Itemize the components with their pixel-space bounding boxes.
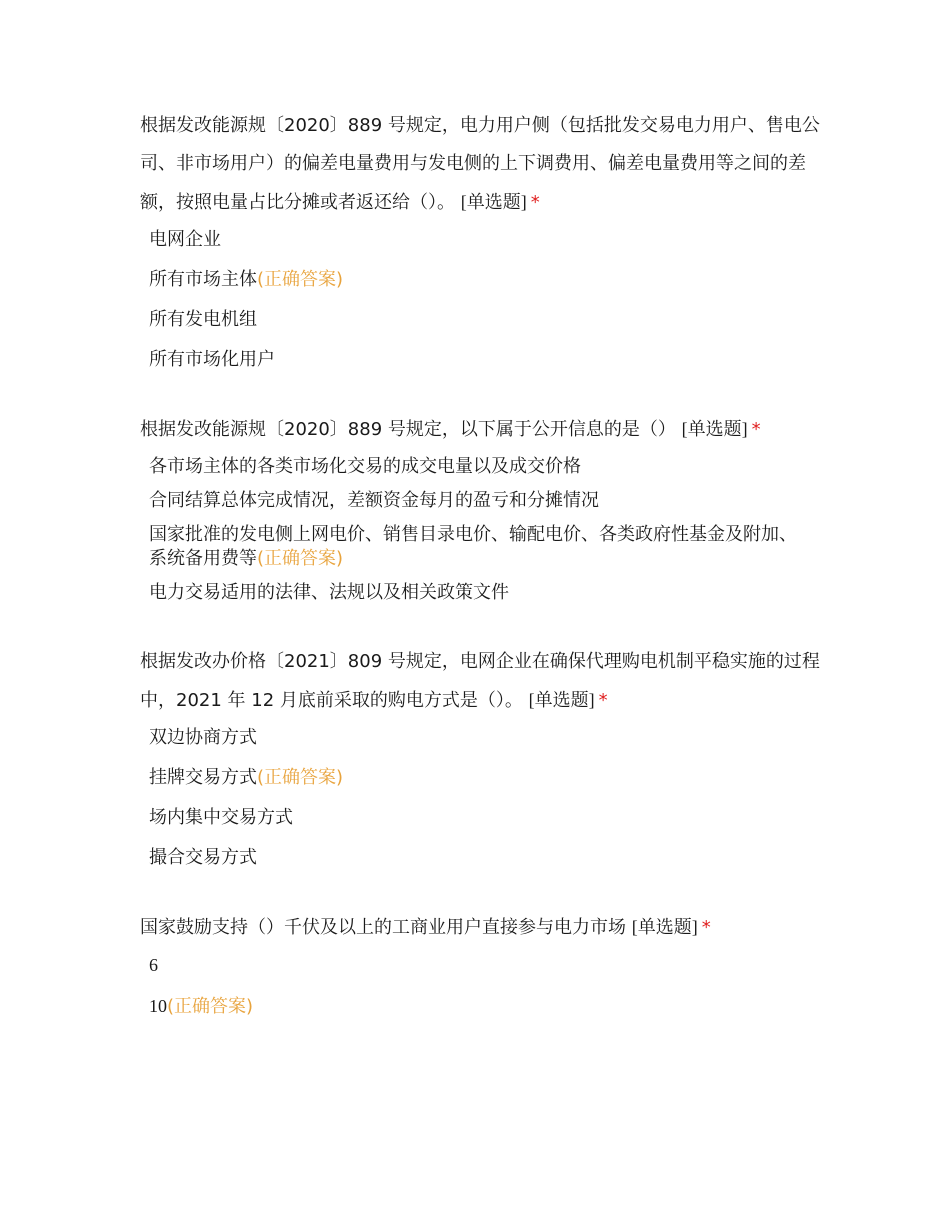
question-1 xyxy=(140,107,820,372)
question-3-options xyxy=(140,726,820,870)
option-label: 双边协商方式 xyxy=(149,727,257,748)
option[interactable] xyxy=(149,455,820,479)
required-star: * xyxy=(530,192,540,213)
option-label: 挂牌交易方式 xyxy=(149,767,257,788)
required-star: * xyxy=(751,419,761,440)
question-3-stem: 根据发改办价格〔2021〕809 号规定，电网企业在确保代理购电机制平稳实施的过程中，2021 年 12 月底前采取的购电方式是（）。 xyxy=(140,651,820,711)
option[interactable] xyxy=(149,953,820,978)
option-label: 各市场主体的各类市场化交易的成交电量以及成交价格 xyxy=(149,456,581,477)
question-4 xyxy=(140,908,820,1019)
question-2 xyxy=(140,410,820,605)
question-2-options xyxy=(140,455,820,605)
required-star: * xyxy=(598,690,608,711)
option[interactable] xyxy=(149,523,799,571)
question-4-type: [单选题] xyxy=(631,917,698,937)
question-4-options xyxy=(140,953,820,1019)
option[interactable] xyxy=(149,581,820,605)
option[interactable] xyxy=(149,766,820,790)
option[interactable] xyxy=(149,228,820,252)
option-label: 国家批准的发电侧上网电价、销售目录电价、输配电价、各类政府性基金及附加、系统备用费等 xyxy=(149,524,797,569)
correct-answer-tag: (正确答案) xyxy=(257,548,344,569)
option[interactable] xyxy=(149,348,820,372)
question-2-stem: 根据发改能源规〔2020〕889 号规定，以下属于公开信息的是（） xyxy=(140,419,676,440)
correct-answer-tag: (正确答案) xyxy=(167,996,254,1017)
option[interactable] xyxy=(149,268,820,292)
option-label: 所有市场主体 xyxy=(149,269,257,290)
question-1-options xyxy=(140,228,820,372)
question-4-stem: 国家鼓励支持（）千伏及以上的工商业用户直接参与电力市场 xyxy=(140,917,626,938)
option[interactable] xyxy=(149,846,820,870)
option-label: 电网企业 xyxy=(149,229,221,250)
option[interactable] xyxy=(149,726,820,750)
question-1-stem: 根据发改能源规〔2020〕889 号规定，电力用户侧（包括批发交易电力用户、售电公司、非市场用户）的偏差电量费用与发电侧的上下调费用、偏差电量费用等之间的差额，按照电量占比分摊或者返还给（）。 xyxy=(140,115,820,213)
question-4-text xyxy=(140,908,820,947)
option-label: 电力交易适用的法律、法规以及相关政策文件 xyxy=(149,582,509,603)
question-3-type: [单选题] xyxy=(528,690,595,710)
option[interactable] xyxy=(149,489,820,513)
survey-page xyxy=(140,107,820,1057)
option-label: 所有发电机组 xyxy=(149,309,257,330)
question-2-text xyxy=(140,410,820,449)
question-3-text xyxy=(140,643,820,720)
option-label: 6 xyxy=(149,955,158,975)
question-2-type: [单选题] xyxy=(681,419,748,439)
question-1-type: [单选题] xyxy=(460,192,527,212)
question-1-text xyxy=(140,107,820,222)
option-label: 10 xyxy=(149,996,167,1016)
option[interactable] xyxy=(149,806,820,830)
option-label: 撮合交易方式 xyxy=(149,847,257,868)
option-label: 所有市场化用户 xyxy=(149,349,275,370)
question-3 xyxy=(140,643,820,870)
option[interactable] xyxy=(149,308,820,332)
correct-answer-tag: (正确答案) xyxy=(257,767,344,788)
option-label: 场内集中交易方式 xyxy=(149,807,293,828)
correct-answer-tag: (正确答案) xyxy=(257,269,344,290)
required-star: * xyxy=(701,917,711,938)
option[interactable] xyxy=(149,994,820,1019)
option-label: 合同结算总体完成情况，差额资金每月的盈亏和分摊情况 xyxy=(149,490,599,511)
